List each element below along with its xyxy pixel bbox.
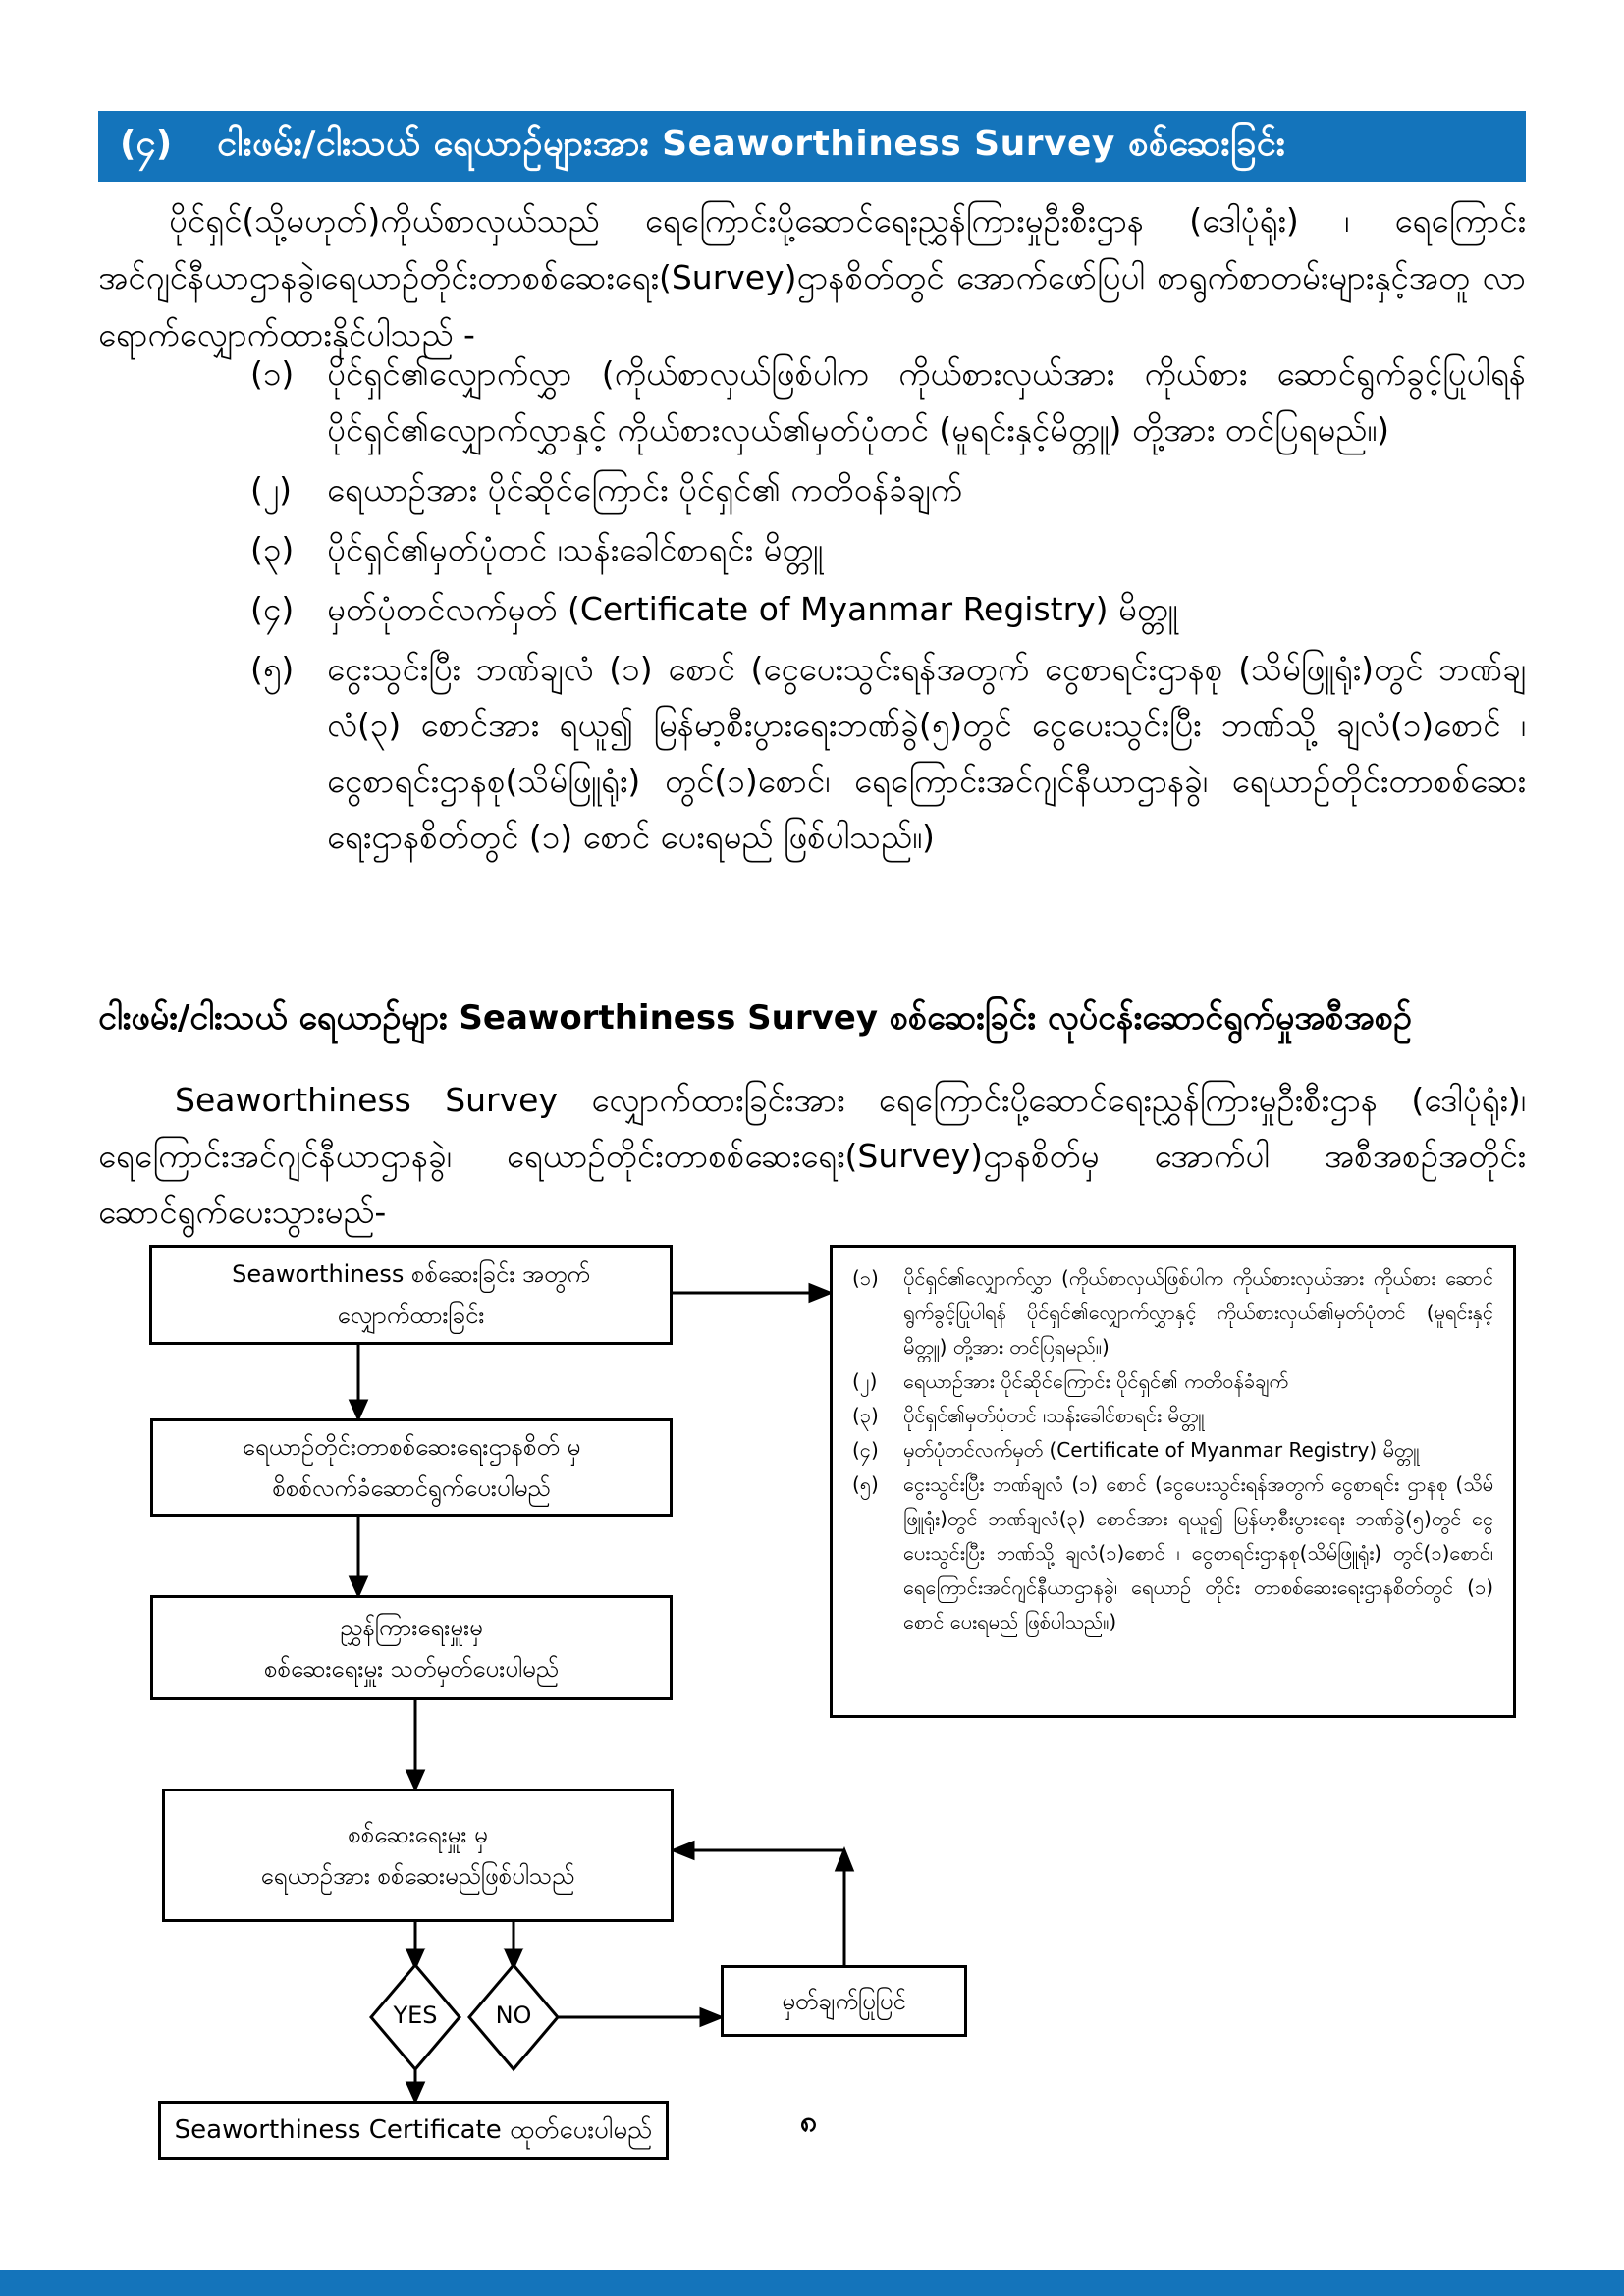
flow-box-receive-line1: ရေယာဉ်တိုင်းတာစစ်ဆေးရေးဌာနစိတ် မှ — [242, 1433, 581, 1461]
requirement-text: ရေယာဉ်အား ပိုင်ဆိုင်ကြောင်း ပိုင်ရှင်၏ ကတိဝန်ခံချက် — [327, 470, 962, 508]
side-note-text: ပိုင်ရှင်၏မှတ်ပုံတင် ၊သန်းခေါင်စာရင်း မိတ္တူ — [903, 1404, 1205, 1427]
flow-box-apply-line1: Seaworthiness စစ်ဆေးခြင်း အတွက် — [232, 1260, 590, 1288]
side-note-number: (၁) — [852, 1266, 879, 1290]
process-paragraph: Seaworthiness Survey လျှောက်ထားခြင်းအား ရေကြောင်းပို့ဆောင်ရေးညွှန်ကြားမှုဦးစီးဌာန (ဒေါပုံရုံး)၊ ရေကြောင်းအင်ဂျင်နီယာဌာနခွဲ၊ ရေယာဉ်တိုင်းတာစစ်ဆေးရေး(Survey)ဌာနစိတ်မှ အောက်ပါ အစီအစဉ်အတိုင်း ဆောင်ရွက်ပေးသွားမည်- — [98, 1081, 1526, 1231]
requirement-text: ငွေးသွင်းပြီး ဘဏ်ချလံ (၁) စောင် (ငွေပေးသွင်းရန်အတွက် ငွေစာရင်းဌာနစု (သိမ်ဖြူရုံး)တွင် ဘဏ်ချလံ(၃) စောင်အား ရယူ၍ မြန်မာ့စီးပွားရေးဘဏ်ခွဲ(၅)တွင် ငွေပေးသွင်းပြီး ဘဏ်သို့ ချလံ(၁)စောင် ၊ ငွေစာရင်းဌာနစု(သိမ်ဖြူရုံး) တွင်(၁)စောင်၊ ရေကြောင်းအင်ဂျင်နီယာဌာနခွဲ၊ ရေယာဉ်တိုင်းတာစစ်ဆေးရေးဌာနစိတ်တွင် (၁) စောင် ပေးရမည် ဖြစ်ပါသည်။) — [327, 650, 1526, 856]
flow-box-inspect-line1: စစ်ဆေးရေးမှူး မှ — [348, 1821, 488, 1848]
flow-box-assign — [150, 1595, 673, 1700]
requirement-text: မှတ်ပုံတင်လက်မှတ် (Certificate of Myanmar Registry) မိတ္တူ — [327, 590, 1178, 628]
side-note-text: ငွေးသွင်းပြီး ဘဏ်ချလံ (၁) စောင် (ငွေပေးသွင်းရန်အတွက် ငွေစာရင်း ဌာနစု (သိမ်ဖြူရုံး)တွင် ဘဏ်ချလံ(၃) စောင်အား ရယူ၍ မြန်မာ့စီးပွားရေး ဘဏ်ခွဲ(၅)တွင် ငွေပေးသွင်းပြီး ဘဏ်သို့ ချလံ(၁)စောင် ၊ ငွေစာရင်းဌာနစု(သိမ်ဖြူရုံး) တွင်(၁)စောင်၊ ရေကြောင်းအင်ဂျင်နီယာဌာနခွဲ၊ ရေယာဉ် တိုင်း တာစစ်ဆေးရေးဌာနစိတ်တွင် (၁) စောင် ပေးရမည် ဖြစ်ပါသည်။) — [903, 1472, 1493, 1633]
flow-no-label: NO — [495, 2002, 532, 2029]
flow-box-certificate: Seaworthiness Certificate ထုတ်ပေးပါမည် — [158, 2101, 669, 2160]
requirement-item — [250, 641, 1526, 865]
footer-bar — [0, 2270, 1624, 2296]
flow-box-assign-line2: စစ်ဆေးရေးမှူး သတ်မှတ်ပေးပါမည် — [264, 1654, 559, 1682]
flowchart — [98, 1232, 1532, 2174]
side-note-item — [852, 1399, 1493, 1433]
flow-yes-label: YES — [393, 2002, 438, 2029]
requirement-text: ပိုင်ရှင်၏မှတ်ပုံတင် ၊သန်းခေါင်စာရင်း မိတ္တူ — [327, 530, 824, 568]
process-heading: ငါးဖမ်း/ငါးသယ် ရေယာဉ်များ Seaworthiness Survey စစ်ဆေးခြင်း လုပ်ငန်းဆောင်ရွက်မှုအစီအစဉ် — [98, 998, 1412, 1038]
arrowhead-left-icon — [674, 1842, 693, 1858]
requirement-number: (၂) — [250, 470, 292, 508]
requirement-item — [250, 346, 1526, 457]
intro-paragraph: ပိုင်ရှင်(သို့မဟုတ်)ကိုယ်စာလှယ်သည် ရေကြောင်းပို့ဆောင်ရေးညွှန်ကြားမှုဦးစီးဌာန (ဒေါပုံရုံး) ၊ ရေကြောင်းအင်ဂျင်နီယာဌာနခွဲ၊ရေယာဉ်တိုင်းတာစစ်ဆေးရေး(Survey)ဌာနစိတ်တွင် အောက်ဖော်ပြပါ စာရွက်စာတမ်းများနှင့်အတူ လာရောက်လျှောက်ထားနိုင်ပါသည် - — [98, 201, 1526, 353]
side-note-number: (၅) — [852, 1472, 879, 1496]
side-note-item — [852, 1468, 1493, 1639]
arrowhead-down-icon — [407, 1771, 423, 1789]
flow-box-assign-line1: ညွှန်ကြားရေးမှူးမှ — [340, 1613, 483, 1641]
side-note-text: မှတ်ပုံတင်လက်မှတ် (Certificate of Myanmar Registry) မိတ္တူ — [903, 1438, 1420, 1462]
flow-box-apply — [149, 1245, 673, 1345]
arrowhead-right-icon — [810, 1285, 830, 1301]
section-header-bar — [98, 111, 1526, 182]
flow-box-receive — [150, 1418, 673, 1517]
flow-box-receive-line2: စိစစ်လက်ခံဆောင်ရွက်ပေးပါမည် — [272, 1474, 551, 1502]
requirement-number: (၄) — [250, 590, 295, 628]
arrowhead-down-icon — [351, 1401, 366, 1418]
side-note-item — [852, 1364, 1493, 1399]
arrowhead-down-icon — [407, 2083, 423, 2101]
side-note-number: (၃) — [852, 1404, 879, 1427]
flow-side-notes-panel — [830, 1245, 1516, 1718]
side-note-number: (၄) — [852, 1438, 879, 1462]
arrowhead-down-icon — [351, 1577, 366, 1595]
side-note-item — [852, 1433, 1493, 1468]
side-note-number: (၂) — [852, 1369, 878, 1393]
requirement-item — [250, 521, 1526, 577]
requirement-item — [250, 461, 1526, 517]
side-note-text: ပိုင်ရှင်၏လျှောက်လွှာ (ကိုယ်စာလှယ်ဖြစ်ပါက ကိုယ်စားလှယ်အား ကိုယ်စား ဆောင် ရွက်ခွင့်ပြုပါရန် ပိုင်ရှင်၏လျှောက်လွှာနှင့် ကိုယ်စားလှယ်၏မှတ်ပုံတင် (မူရင်းနှင့်မိတ္တူ) တို့အား တင်ပြရမည်။) — [903, 1266, 1493, 1359]
section-title: ငါးဖမ်း/ငါးသယ် ရေယာဉ်များအား Seaworthiness Survey စစ်ဆေးခြင်း — [217, 124, 1286, 164]
flow-box-remark: မှတ်ချက်ပြုပြင် — [721, 1965, 967, 2037]
requirement-number: (၅) — [250, 650, 295, 688]
requirements-list — [250, 346, 1526, 869]
requirement-text: ပိုင်ရှင်၏လျှောက်လွှာ (ကိုယ်စာလှယ်ဖြစ်ပါက ကိုယ်စားလှယ်အား ကိုယ်စား ဆောင်ရွက်ခွင့်ပြုပါရန် ပိုင်ရှင်၏လျှောက်လွှာနှင့် ကိုယ်စားလှယ်၏မှတ်ပုံတင် (မူရင်းနှင့်မိတ္တူ) တို့အား တင်ပြရမည်။) — [327, 354, 1526, 449]
page-number: ၈ — [800, 2105, 818, 2139]
flow-box-inspect-line2: ရေယာဉ်အား စစ်ဆေးမည်ဖြစ်ပါသည် — [260, 1862, 575, 1890]
requirement-item — [250, 581, 1526, 637]
flow-box-inspect — [162, 1789, 674, 1922]
side-note-text: ရေယာဉ်အား ပိုင်ဆိုင်ကြောင်း ပိုင်ရှင်၏ ကတိဝန်ခံချက် — [903, 1369, 1289, 1393]
side-note-item — [852, 1261, 1493, 1364]
arrowhead-right-icon — [701, 2009, 721, 2025]
requirement-number: (၁) — [250, 354, 295, 393]
requirement-number: (၃) — [250, 530, 295, 568]
section-number: (၄) — [120, 124, 173, 164]
arrowhead-up-icon — [837, 1850, 852, 1870]
flow-box-apply-line2: လျှောက်ထားခြင်း — [337, 1302, 485, 1329]
